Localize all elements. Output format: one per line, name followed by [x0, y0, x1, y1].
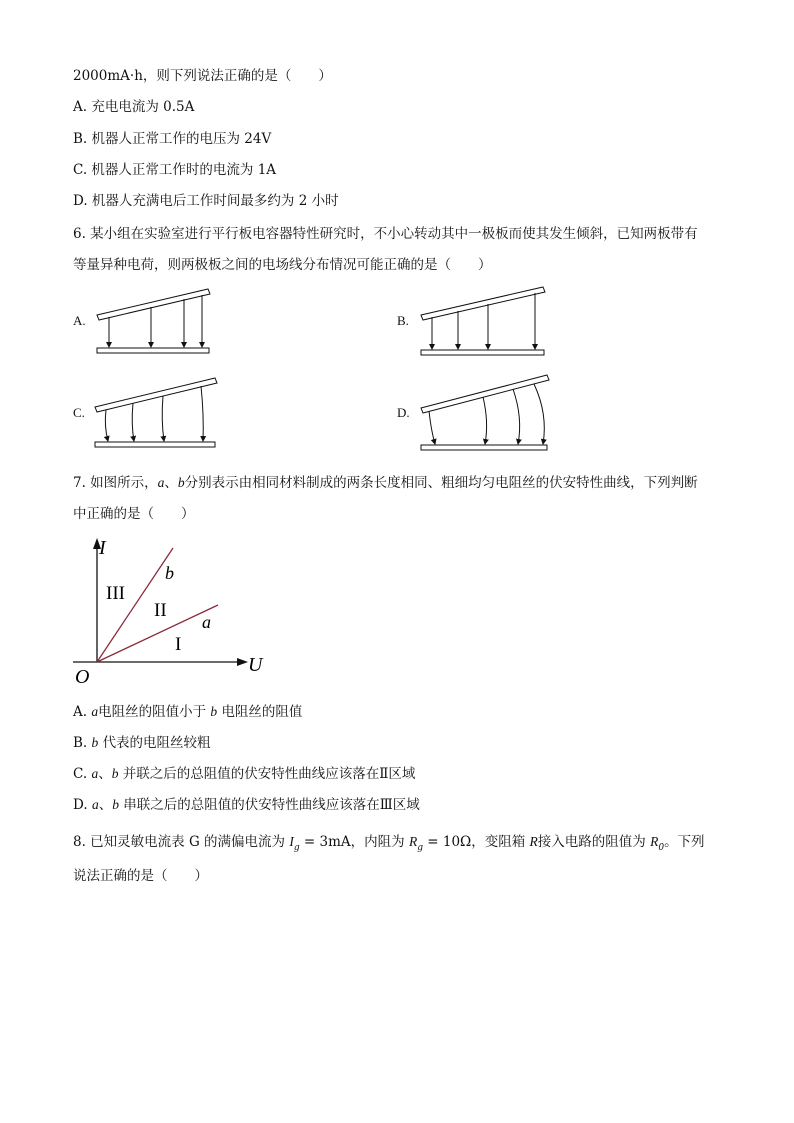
var-b: b [91, 735, 99, 750]
option-text: 电阻丝的阻值 [221, 704, 303, 720]
q6-stem-line1: 6. 某小组在实验室进行平行板电容器特性研究时，不小心转动其中一极板而使其发生倾斜，已知两板带有 [73, 226, 698, 242]
q6-figures [0, 0, 794, 470]
q7-stem-prefix: 7. 如图所示， [73, 475, 158, 491]
q8-text: 接入电路的阻值为 [537, 834, 646, 850]
option-text: 并联之后的总阻值的伏安特性曲线应该落在Ⅱ区域 [122, 766, 416, 782]
var-b: b [210, 704, 218, 719]
field-line [513, 389, 520, 444]
q6-label-a: A. [73, 313, 86, 328]
x-axis-label: U [248, 654, 263, 676]
q7-option-a [73, 702, 302, 722]
region-iii-label: III [106, 583, 125, 604]
q7-option-d [73, 795, 420, 815]
q7-stem-line2: 中正确的是（ ） [73, 506, 195, 522]
q8-r0-symbol: R [650, 834, 659, 849]
option-letter: B. [73, 735, 88, 751]
field-line [483, 397, 487, 444]
q8-text: ，变阻箱 [471, 834, 526, 850]
curve-a-label: a [202, 612, 211, 632]
q8-r0-subscript: 0 [658, 843, 665, 853]
q6-figure-c [95, 378, 217, 447]
region-ii-label: II [154, 600, 167, 621]
q6-figure-d [421, 375, 549, 450]
q5-option-d: D. 机器人充满电后工作时间最多约为 2 小时 [73, 193, 339, 209]
q7-option-b [73, 733, 211, 753]
q8-ig-subscript: g [293, 843, 300, 853]
option-letter: A. [73, 704, 88, 720]
option-letter: D. [73, 797, 88, 813]
x-axis-arrow [237, 658, 248, 666]
field-line [534, 384, 544, 444]
field-line [162, 396, 164, 441]
var-a: a [91, 704, 99, 719]
q8-rg-value: = 10Ω [422, 834, 472, 850]
q7-stem-a: a [157, 475, 165, 490]
option-text: 串联之后的总阻值的伏安特性曲线应该落在Ⅲ区域 [123, 797, 420, 813]
q6-stem-line2: 等量异种电荷，则两极板之间的电场线分布情况可能正确的是（ ） [73, 257, 492, 273]
field-line [429, 411, 435, 444]
q5-option-a: A. 充电电流为 0.5A [73, 99, 195, 115]
option-text: 电阻丝的阻值小于 [98, 704, 207, 720]
q8-stem-line1 [73, 832, 705, 854]
field-line [105, 410, 108, 441]
q7-iu-graph [68, 532, 328, 692]
q8-text: 8. 已知灵敏电流表 G 的满偏电流为 [73, 834, 286, 850]
q6-figure-b [421, 287, 545, 355]
var-a: a [91, 797, 99, 812]
var-b: b [111, 766, 119, 781]
q5-option-c: C. 机器人正常工作时的电流为 1A [73, 162, 277, 178]
q8-stem-line2: 说法正确的是（ ） [73, 868, 208, 884]
q5-stem-end: 2000mA·h，则下列说法正确的是（ ） [73, 68, 332, 84]
q8-ig-symbol: I [289, 834, 294, 849]
option-letter: C. [73, 766, 88, 782]
q7-option-c [73, 764, 415, 784]
q6-label-b: B. [397, 313, 409, 328]
q8-text: ，内阻为 [350, 834, 405, 850]
q8-text: 。下列 [664, 834, 705, 850]
q6-label-d: D. [397, 405, 410, 420]
q8-ig-value: = 3mA [299, 834, 351, 850]
q7-stem-line1 [73, 473, 698, 493]
separator: 、 [98, 797, 113, 813]
q7-stem-rest: 分别表示由相同材料制成的两条长度相同、粗细均匀电阻丝的伏安特性曲线，下列判断 [184, 475, 698, 491]
field-line [132, 403, 134, 441]
region-i-label: I [175, 634, 182, 655]
q8-rg-symbol: R [408, 834, 418, 849]
option-text: 代表的电阻丝较粗 [102, 735, 211, 751]
y-axis-label: I [99, 537, 106, 559]
q6-figure-a [97, 289, 210, 353]
separator: 、 [98, 766, 112, 782]
var-b: b [112, 797, 119, 812]
q6-label-c: C. [73, 405, 85, 420]
q7-stem-b: b [177, 475, 185, 490]
q8-r-symbol: R [529, 834, 538, 849]
origin-label: O [75, 666, 90, 688]
q8-rg-subscript: g [417, 843, 423, 853]
var-a: a [91, 766, 99, 781]
q7-stem-sep: 、 [164, 475, 178, 491]
field-line [201, 386, 203, 441]
q5-option-b: B. 机器人正常工作的电压为 24V [73, 131, 272, 147]
curve-b-label: b [165, 563, 174, 583]
